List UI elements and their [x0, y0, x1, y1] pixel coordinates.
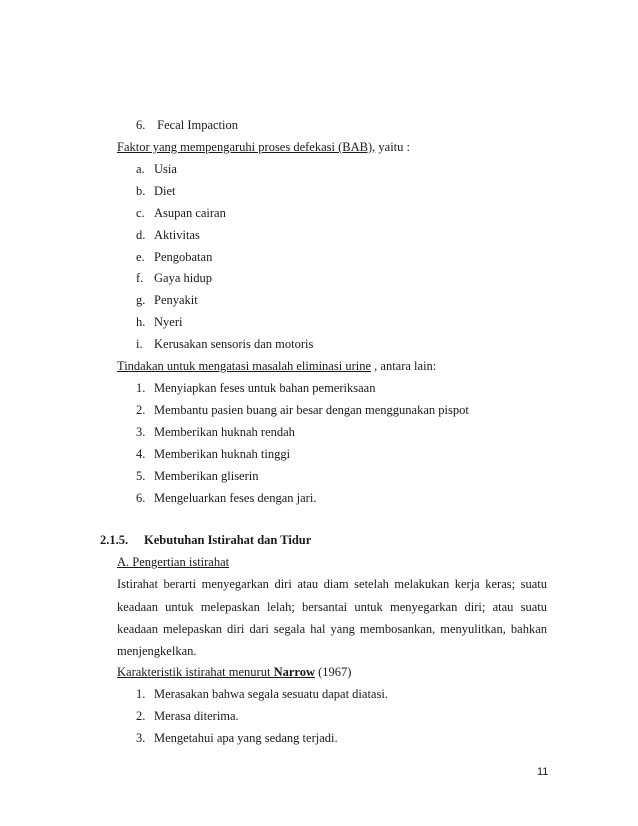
list-text: Usia: [154, 162, 177, 176]
list-item: [136, 270, 212, 286]
karakteristik-year: (1967): [315, 665, 352, 679]
list-marker: 4.: [136, 447, 146, 461]
list-item: [136, 468, 259, 484]
list-marker: 5.: [136, 469, 146, 483]
tindakan-heading: [117, 358, 436, 374]
list-text: Merasakan bahwa segala sesuatu dapat diatasi.: [154, 687, 388, 701]
faktor-heading: [117, 139, 410, 155]
list-item: [136, 490, 316, 506]
list-item: [136, 161, 177, 177]
list-marker: 1.: [136, 381, 146, 395]
list-marker: 1.: [136, 687, 146, 701]
list-marker: h.: [136, 315, 146, 329]
karakteristik-heading: [117, 664, 351, 680]
list-text: Pengobatan: [154, 250, 213, 264]
list-text: Menyiapkan feses untuk bahan pemeriksaan: [154, 381, 376, 395]
list-item: [136, 314, 182, 330]
list-text: Mengeluarkan feses dengan jari.: [154, 491, 317, 505]
section-heading: [100, 532, 311, 548]
list-marker: 3.: [136, 731, 146, 745]
list-marker: c.: [136, 206, 145, 220]
paragraph-line: menjengkelkan.: [117, 644, 197, 658]
list-marker: d.: [136, 228, 146, 242]
list-item: [136, 446, 290, 462]
list-marker: 3.: [136, 425, 146, 439]
faktor-heading-underlined: Faktor yang mempengaruhi proses defekasi (BAB),: [117, 140, 376, 154]
list-text: Memberikan huknah rendah: [154, 425, 295, 439]
karakteristik-author: Narrow: [273, 665, 315, 679]
paragraph-line: Istirahat berarti menyegarkan diri atau diam setelah melakukan kerja keras; suatu: [117, 577, 547, 591]
list-item: [136, 730, 338, 746]
list-marker: f.: [136, 271, 144, 285]
list-item: [136, 205, 226, 221]
list-text: Penyakit: [154, 293, 198, 307]
list-text: Diet: [154, 184, 176, 198]
list-text: Asupan cairan: [154, 206, 226, 220]
list-text: Mengetahui apa yang sedang terjadi.: [154, 731, 338, 745]
list-item: [136, 292, 198, 308]
list-item: [136, 686, 388, 702]
list-text: Aktivitas: [154, 228, 200, 242]
list-item: [136, 380, 375, 396]
list-item: [136, 227, 200, 243]
list-item: [136, 183, 176, 199]
tindakan-heading-underlined: Tindakan untuk mengatasi masalah eliminasi urine: [117, 359, 372, 373]
list-marker: i.: [136, 337, 143, 351]
karakteristik-underlined: Karakteristik istirahat menurut: [117, 665, 274, 679]
list-text: Memberikan gliserin: [154, 469, 259, 483]
list-item: [136, 117, 238, 133]
section-number: 2.1.5.: [100, 533, 129, 547]
list-text: Kerusakan sensoris dan motoris: [154, 337, 314, 351]
list-marker: g.: [136, 293, 146, 307]
paragraph-line: keadaan untuk melepaskan lelah; bersantai untuk menyegarkan diri; atau suatu: [117, 600, 547, 614]
list-item: [136, 708, 239, 724]
list-text: Gaya hidup: [154, 271, 212, 285]
list-text: Fecal Impaction: [157, 118, 238, 132]
list-marker: 2.: [136, 709, 146, 723]
list-marker: 6.: [136, 491, 146, 505]
list-text: Membantu pasien buang air besar dengan menggunakan pispot: [154, 403, 469, 417]
list-item: [136, 249, 212, 265]
list-marker: e.: [136, 250, 145, 264]
list-item: [136, 424, 295, 440]
list-marker: 6.: [136, 118, 146, 132]
list-item: [136, 402, 469, 418]
list-marker: 2.: [136, 403, 146, 417]
list-text: Merasa diterima.: [154, 709, 239, 723]
faktor-heading-rest: yaitu :: [375, 140, 410, 154]
section-title: Kebutuhan Istirahat dan Tidur: [144, 533, 312, 547]
list-item: [136, 336, 313, 352]
paragraph-line: keadaan melepaskan diri dari segala hal yang membosankan, menyulitkan, bahkan: [117, 622, 547, 636]
subsection-heading: A. Pengertian istirahat: [117, 555, 230, 569]
list-text: Nyeri: [154, 315, 183, 329]
tindakan-heading-rest: , antara lain:: [371, 359, 437, 373]
list-text: Memberikan huknah tinggi: [154, 447, 291, 461]
list-marker: b.: [136, 184, 146, 198]
list-marker: a.: [136, 162, 145, 176]
page-number: 11: [537, 766, 549, 778]
